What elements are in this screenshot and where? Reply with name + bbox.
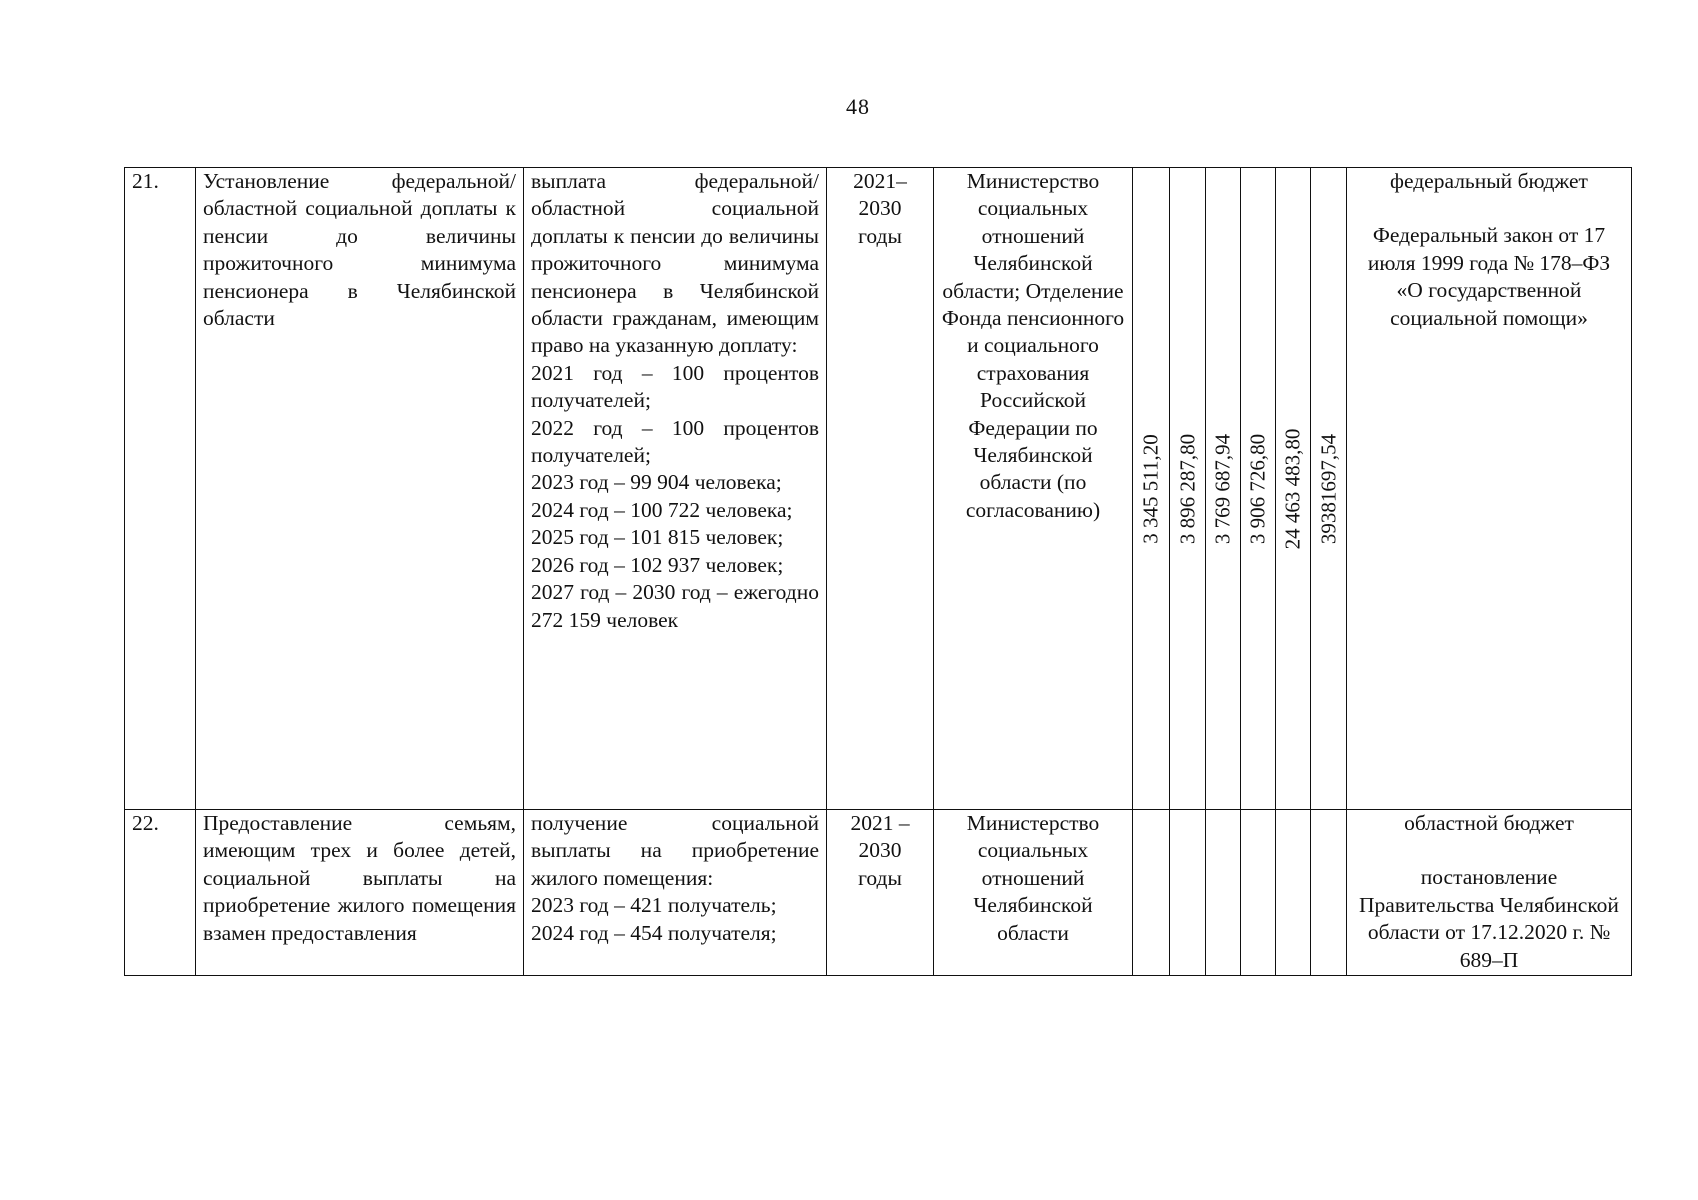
- amount-value: 3 896 287,80: [1175, 433, 1199, 544]
- result-line: получение социальной выплаты на приобретение жилого помещения:: [531, 811, 819, 890]
- amount-cell: [1276, 810, 1311, 976]
- funding-source-and-basis: [1347, 168, 1632, 810]
- amount-value: 39381697,54: [1316, 433, 1340, 544]
- period: [827, 168, 934, 810]
- measure-name: Установление федеральной/областной социальной доплаты к пенсии до величины прожиточного минимума пенсионера в Челябинской области: [196, 168, 524, 810]
- period-unit: годы: [858, 223, 902, 248]
- amount-value: 24 463 483,80: [1280, 428, 1305, 549]
- amount-cell: [1241, 168, 1276, 810]
- period-start: 2021 –: [850, 811, 910, 835]
- program-measures-table: [124, 167, 1632, 976]
- measure-result: [524, 810, 827, 976]
- result-line: 2024 год – 454 получателя;: [531, 920, 777, 945]
- result-line: 2027 год – 2030 год – ежегодно 272 159 человек: [531, 580, 819, 632]
- amount-value: 3 769 687,94: [1210, 433, 1235, 544]
- result-line: 2023 год – 99 904 человека;: [531, 470, 782, 495]
- amount-cell: [1206, 810, 1241, 976]
- measure-name: Предоставление семьям, имеющим трех и более детей, социальной выплаты на приобретение жилого помещения взамен предоставления: [196, 810, 524, 976]
- legal-basis: постановление Правительства Челябинской области от 17.12.2020 г. № 689–П: [1359, 865, 1619, 972]
- amount-cell: [1241, 810, 1276, 976]
- period-end: 2030: [858, 196, 902, 221]
- period: [827, 810, 934, 976]
- period-end: 2030: [858, 838, 902, 863]
- amount-value: 3 906 726,80: [1245, 433, 1270, 544]
- legal-basis: Федеральный закон от 17 июля 1999 года № 178–ФЗ «О государственной социальной помощи»: [1367, 223, 1611, 330]
- executor: Министерство социальных отношений Челябинской области: [934, 810, 1133, 976]
- result-line: 2025 год – 101 815 человек;: [531, 525, 784, 550]
- amount-cell: [1133, 810, 1170, 976]
- amount-value: 3 345 511,20: [1138, 433, 1163, 544]
- table-row-21: [125, 168, 1632, 810]
- result-line: 2026 год – 102 937 человек;: [531, 552, 784, 577]
- amount-cell: [1311, 168, 1347, 810]
- amount-cell: [1206, 168, 1241, 810]
- result-line: 2023 год – 421 получатель;: [531, 893, 777, 918]
- amount-cell: [1311, 810, 1347, 976]
- row-number: 21.: [125, 168, 196, 810]
- period-start: 2021–: [853, 169, 907, 193]
- funding-source-and-basis: [1347, 810, 1632, 976]
- result-line: выплата федеральной/областной социальной доплаты к пенсии до величины прожиточного минимума пенсионера в Челябинской области гражданам, имеющим право на указанную доплату:: [531, 169, 819, 358]
- amount-cell: [1133, 168, 1170, 810]
- amount-cell: [1170, 810, 1206, 976]
- period-unit: годы: [858, 865, 902, 890]
- measure-result: [524, 168, 827, 810]
- funding-source: федеральный бюджет: [1390, 169, 1588, 193]
- amount-cell: [1276, 168, 1311, 810]
- result-line: 2021 год – 100 процентов получателей;: [531, 360, 819, 413]
- executor: Министерство социальных отношений Челябинской области; Отделение Фонда пенсионного и социального страхования Российской Федерации по Челябинской области (по согласованию): [934, 168, 1133, 810]
- page-number: 48: [846, 94, 870, 119]
- funding-source: областной бюджет: [1404, 811, 1574, 835]
- table-row-22: [125, 810, 1632, 976]
- amount-cell: [1170, 168, 1206, 810]
- result-line: 2024 год – 100 722 человека;: [531, 497, 793, 522]
- result-line: 2022 год – 100 процентов получателей;: [531, 415, 819, 468]
- row-number: 22.: [125, 810, 196, 976]
